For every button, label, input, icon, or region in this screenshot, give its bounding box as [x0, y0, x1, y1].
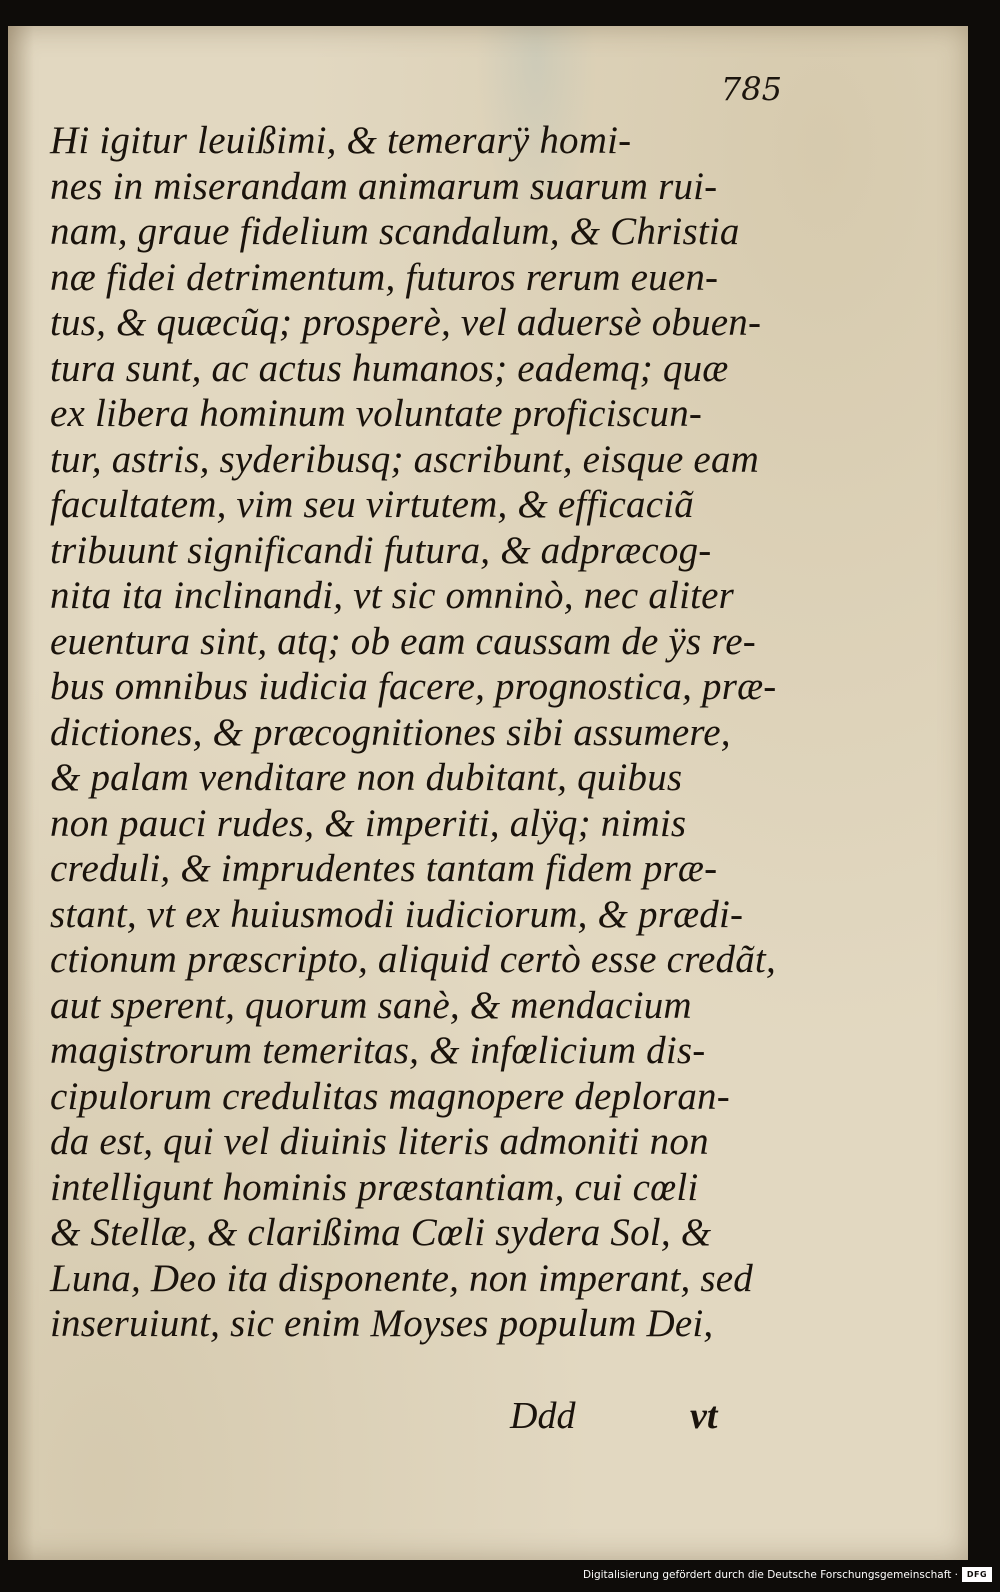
- text-line: inseruiunt, sic enim Moyses populum Dei,: [50, 1302, 714, 1345]
- text-line: næ fidei detrimentum, futuros rerum euen-: [50, 255, 719, 299]
- text-line: intelligunt hominis præstantiam, cui cœli: [50, 1165, 699, 1209]
- text-line: tus, & quæcũq; prosperè, vel aduersè obuen-: [50, 301, 762, 344]
- text-line: Luna, Deo ita disponente, non imperant, sed: [50, 1256, 753, 1300]
- text-line: Hi igitur leuißimi, & temerarÿ homi-: [50, 119, 632, 162]
- catchword: vt: [690, 1395, 718, 1437]
- dfg-logo-icon: DFG: [962, 1567, 992, 1582]
- text-line: dictiones, & præcognitiones sibi assumere,: [50, 710, 731, 754]
- page-gutter-shadow: [8, 26, 34, 1560]
- catch-line: [50, 1394, 820, 1440]
- text-line: tura sunt, ac actus humanos; eademq; quæ: [50, 346, 729, 390]
- text-line: creduli, & imprudentes tantam fidem præ-: [50, 847, 718, 890]
- text-line: & palam venditare non dubitant, quibus: [50, 756, 683, 799]
- text-line: stant, vt ex huiusmodi iudiciorum, & prædi-: [50, 892, 744, 936]
- text-line: da est, qui vel diuinis literis admoniti non: [50, 1120, 709, 1163]
- text-line: ex libera hominum voluntate proficiscun-: [50, 392, 703, 435]
- text-line: tribuunt significandi futura, & adpræcog-: [50, 528, 712, 572]
- text-line: cipulorum credulitas magnopere deploran-: [50, 1074, 730, 1118]
- funding-credit: Digitalisierung gefördert durch die Deutsche Forschungsgemeinschaft ·: [582, 1569, 958, 1581]
- text-line: nam, graue fidelium scandalum, & Christia: [50, 210, 740, 253]
- text-line: tur, astris, syderibusq; ascribunt, eisque eam: [50, 437, 760, 481]
- text-line: nita ita inclinandi, vt sic omninò, nec aliter: [50, 574, 735, 617]
- body-text: [50, 118, 820, 1437]
- text-line: aut sperent, quorum sanè, & mendacium: [50, 983, 692, 1027]
- text-line: magistrorum temeritas, & infœlicium dis-: [50, 1029, 706, 1072]
- text-line: & Stellæ, & clarißima Cœli sydera Sol, &: [50, 1211, 712, 1254]
- text-line: ctionum præscripto, aliquid certò esse credãt,: [50, 938, 776, 981]
- page-number: 785: [720, 70, 782, 108]
- text-line: facultatem, vim seu virtutem, & efficaciã: [50, 483, 694, 526]
- text-line: nes in miserandam animarum suarum rui-: [50, 164, 718, 208]
- digitization-credit-bar: [0, 1560, 1000, 1592]
- book-page: [8, 26, 968, 1560]
- text-line: euentura sint, atq; ob eam caussam de ÿs re-: [50, 619, 756, 663]
- text-line: non pauci rudes, & imperiti, alÿq; nimis: [50, 801, 687, 845]
- text-line: bus omnibus iudicia facere, prognostica, præ-: [50, 665, 777, 708]
- signature-mark: Ddd: [510, 1395, 576, 1437]
